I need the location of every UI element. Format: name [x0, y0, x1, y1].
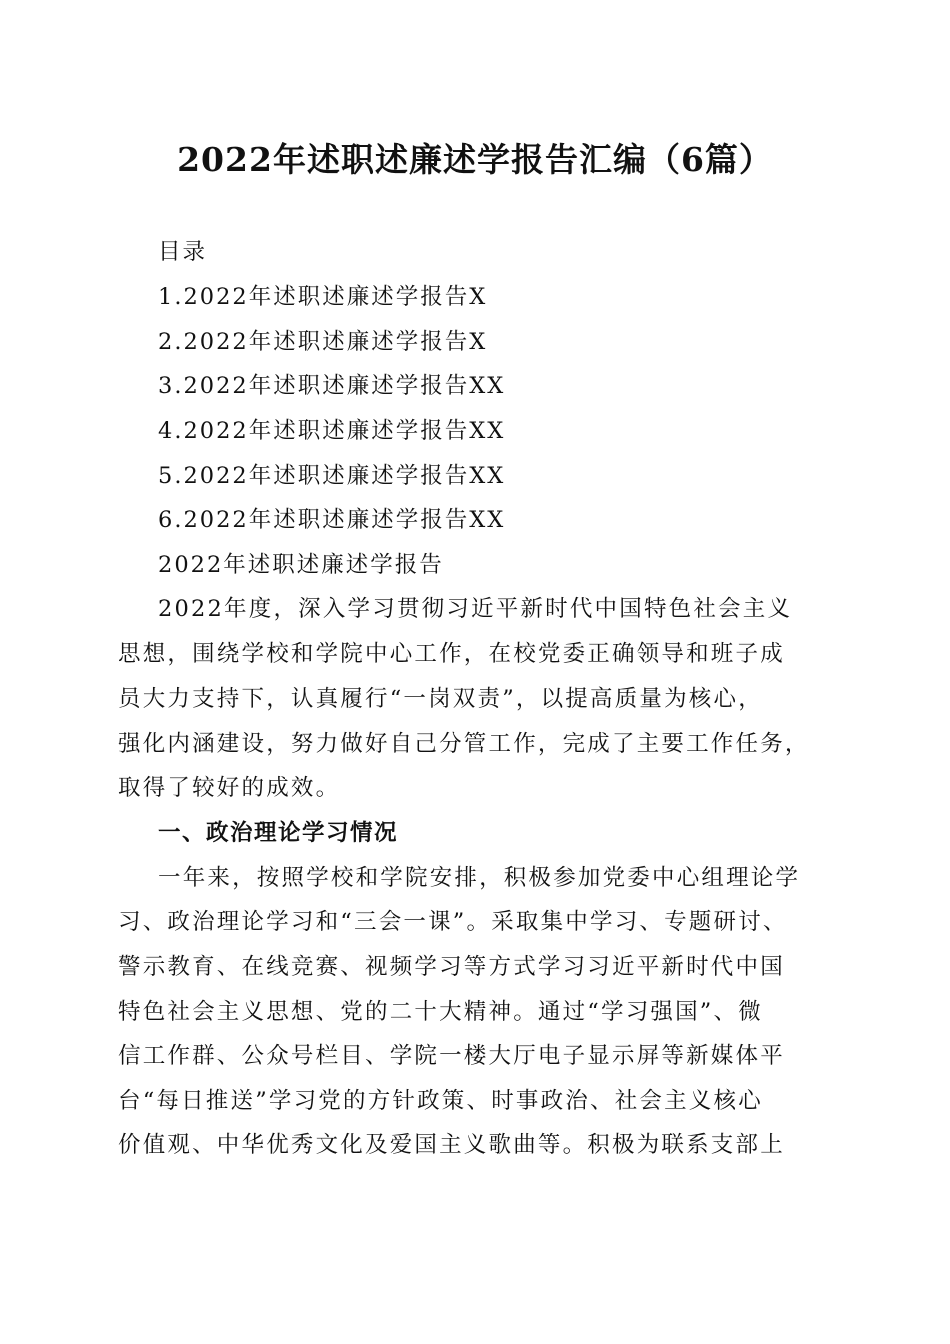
toc-item: 2.2022年述职述廉述学报告X — [158, 329, 488, 355]
paragraph-line: 取得了较好的成效。 — [118, 775, 341, 801]
paragraph-line: 警示教育、在线竞赛、视频学习等方式学习习近平新时代中国 — [118, 954, 785, 980]
section-heading: 一、政治理论学习情况 — [158, 820, 399, 846]
toc-item: 4.2022年述职述廉述学报告XX — [158, 418, 506, 444]
document-title: 2022年述职述廉述学报告汇编（6篇） — [177, 140, 773, 179]
paragraph-line: 2022年度，深入学习贯彻习近平新时代中国特色社会主义 — [158, 596, 793, 622]
toc-item: 3.2022年述职述廉述学报告XX — [158, 373, 506, 399]
paragraph-line: 信工作群、公众号栏目、学院一楼大厅电子显示屏等新媒体平 — [118, 1043, 785, 1069]
paragraph-line: 强化内涵建设，努力做好自己分管工作，完成了主要工作任务， — [118, 731, 810, 757]
paragraph-line: 特色社会主义思想、党的二十大精神。通过“学习强国”、微 — [118, 999, 763, 1025]
paragraph-line: 员大力支持下，认真履行“一岗双责”，以提高质量为核心， — [118, 686, 763, 712]
report-title: 2022年述职述廉述学报告 — [158, 552, 444, 578]
toc-heading: 目录 — [158, 239, 208, 265]
paragraph-line: 思想，围绕学校和学院中心工作，在校党委正确领导和班子成 — [118, 641, 785, 667]
paragraph-line: 台“每日推送”学习党的方针政策、时事政治、社会主义核心 — [118, 1088, 763, 1114]
paragraph-line: 价值观、中华优秀文化及爱国主义歌曲等。积极为联系支部上 — [118, 1132, 785, 1158]
toc-item: 6.2022年述职述廉述学报告XX — [158, 507, 506, 533]
paragraph-line: 一年来，按照学校和学院安排，积极参加党委中心组理论学 — [158, 865, 801, 891]
toc-item: 1.2022年述职述廉述学报告X — [158, 284, 488, 310]
paragraph-line: 习、政治理论学习和“三会一课”。采取集中学习、专题研讨、 — [118, 909, 788, 935]
toc-item: 5.2022年述职述廉述学报告XX — [158, 463, 506, 489]
